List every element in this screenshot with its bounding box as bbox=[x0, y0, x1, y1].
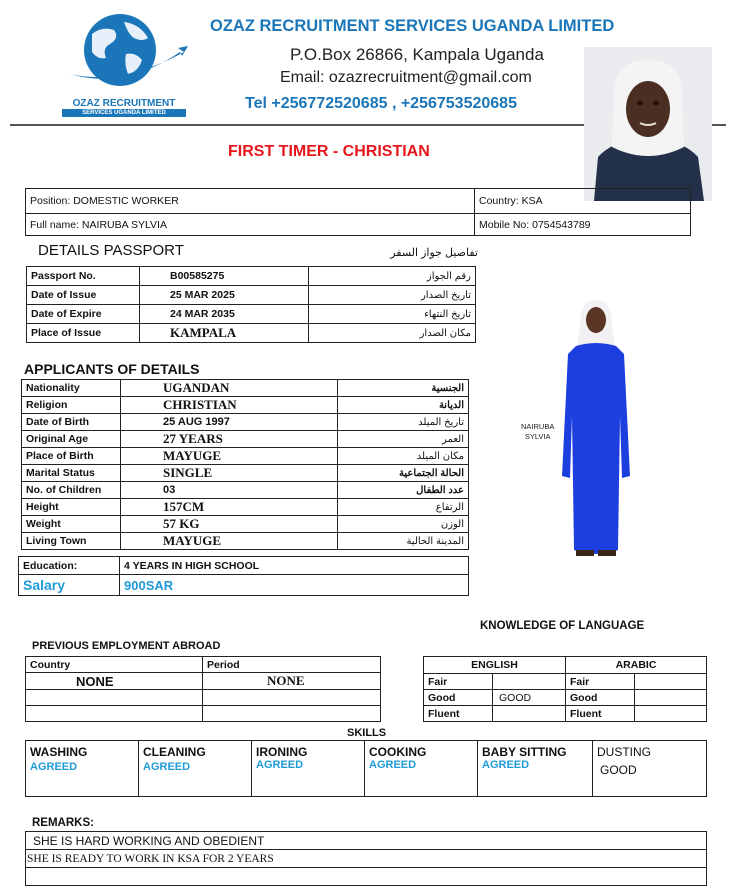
table-row: Religion CHRISTIAN الديانة bbox=[22, 397, 469, 414]
skill-cell: WASHING AGREED bbox=[26, 741, 139, 797]
education-salary-table bbox=[18, 556, 469, 596]
employment-table bbox=[25, 656, 381, 722]
table-row: Salary 900SAR bbox=[19, 575, 469, 596]
table-row: SHE IS READY TO WORK IN KSA FOR 2 YEARS bbox=[26, 850, 707, 868]
logo-text: OZAZ RECRUITMENT SERVICES UGANDA LIMITED bbox=[62, 98, 186, 117]
table-row: NONE NONE bbox=[26, 673, 381, 690]
table-row: Original Age 27 YEARS العمر bbox=[22, 431, 469, 448]
document-title: FIRST TIMER - CHRISTIAN bbox=[228, 143, 430, 160]
skill-cell: IRONING AGREED bbox=[252, 741, 365, 797]
table-row: Height 157CM الرتفاع bbox=[22, 499, 469, 516]
table-row: Living Town MAYUGE المدينة الحالية bbox=[22, 533, 469, 550]
language-table bbox=[423, 656, 707, 722]
passport-heading: DETAILS PASSPORT bbox=[38, 242, 184, 259]
language-heading: KNOWLEDGE OF LANGUAGE bbox=[480, 620, 645, 632]
table-row: Passport No. B00585275 رقم الجواز bbox=[27, 267, 476, 286]
full-name-cell: Full name: NAIRUBA SYLVIA bbox=[26, 214, 475, 236]
basic-info-table bbox=[25, 188, 691, 236]
table-row bbox=[26, 868, 707, 886]
table-row: Marital Status SINGLE الحالة الجتماعية bbox=[22, 465, 469, 482]
remarks-heading: REMARKS: bbox=[32, 817, 94, 829]
table-row: Date of Issue 25 MAR 2025 تاريخ الصدار bbox=[27, 286, 476, 305]
table-row: Education: 4 YEARS IN HIGH SCHOOL bbox=[19, 557, 469, 575]
globe-icon bbox=[62, 8, 190, 96]
table-row: Country Period bbox=[26, 657, 381, 673]
full-body-photo bbox=[556, 296, 646, 566]
table-row: Fluent Fluent bbox=[424, 706, 707, 722]
table-row: Weight 57 KG الوزن bbox=[22, 516, 469, 533]
table-row: Nationality UGANDAN الجنسية bbox=[22, 380, 469, 397]
skill-cell: CLEANING AGREED bbox=[139, 741, 252, 797]
position-cell: Position: DOMESTIC WORKER bbox=[26, 189, 475, 214]
table-row: Fair Fair bbox=[424, 674, 707, 690]
passport-table bbox=[26, 266, 476, 343]
table-row: Place of Issue KAMPALA مكان الصدار bbox=[27, 324, 476, 343]
company-email: Email: ozazrecruitment@gmail.com bbox=[280, 69, 532, 86]
table-row: Date of Birth 25 AUG 1997 تاريخ الميلد bbox=[22, 414, 469, 431]
table-row: Place of Birth MAYUGE مكان الميلد bbox=[22, 448, 469, 465]
applicant-heading: APPLICANTS OF DETAILS bbox=[24, 361, 200, 377]
photo-caption: NAIRUBA SYLVIA bbox=[521, 422, 555, 441]
table-row: Good GOOD Good bbox=[424, 690, 707, 706]
employment-heading: PREVIOUS EMPLOYMENT ABROAD bbox=[32, 640, 221, 652]
skill-cell: BABY SITTING AGREED bbox=[478, 741, 593, 797]
applicant-table bbox=[21, 379, 469, 550]
skill-cell: DUSTING GOOD bbox=[593, 741, 707, 797]
remarks-table bbox=[25, 831, 707, 886]
table-row: ENGLISH ARABIC bbox=[424, 657, 707, 674]
table-row: SHE IS HARD WORKING AND OBEDIENT bbox=[26, 832, 707, 850]
portrait-photo bbox=[584, 47, 712, 201]
passport-heading-ar: تفاصيل جواز السفر bbox=[390, 247, 478, 259]
table-row: Date of Expire 24 MAR 2035 تاريخ النتهاء bbox=[27, 305, 476, 324]
skills-table bbox=[25, 740, 707, 797]
company-tel: Tel +256772520685 , +256753520685 bbox=[245, 95, 517, 112]
table-row bbox=[26, 741, 707, 797]
company-name: OZAZ RECRUITMENT SERVICES UGANDA LIMITED bbox=[210, 17, 615, 35]
country-cell: Country: KSA bbox=[475, 189, 691, 214]
table-row: No. of Children 03 عدد الطفال bbox=[22, 482, 469, 499]
company-logo bbox=[62, 8, 190, 120]
company-address: P.O.Box 26866, Kampala Uganda bbox=[290, 45, 544, 64]
skill-cell: COOKING AGREED bbox=[365, 741, 478, 797]
mobile-cell: Mobile No: 0754543789 bbox=[475, 214, 691, 236]
skills-heading: SKILLS bbox=[347, 727, 387, 739]
